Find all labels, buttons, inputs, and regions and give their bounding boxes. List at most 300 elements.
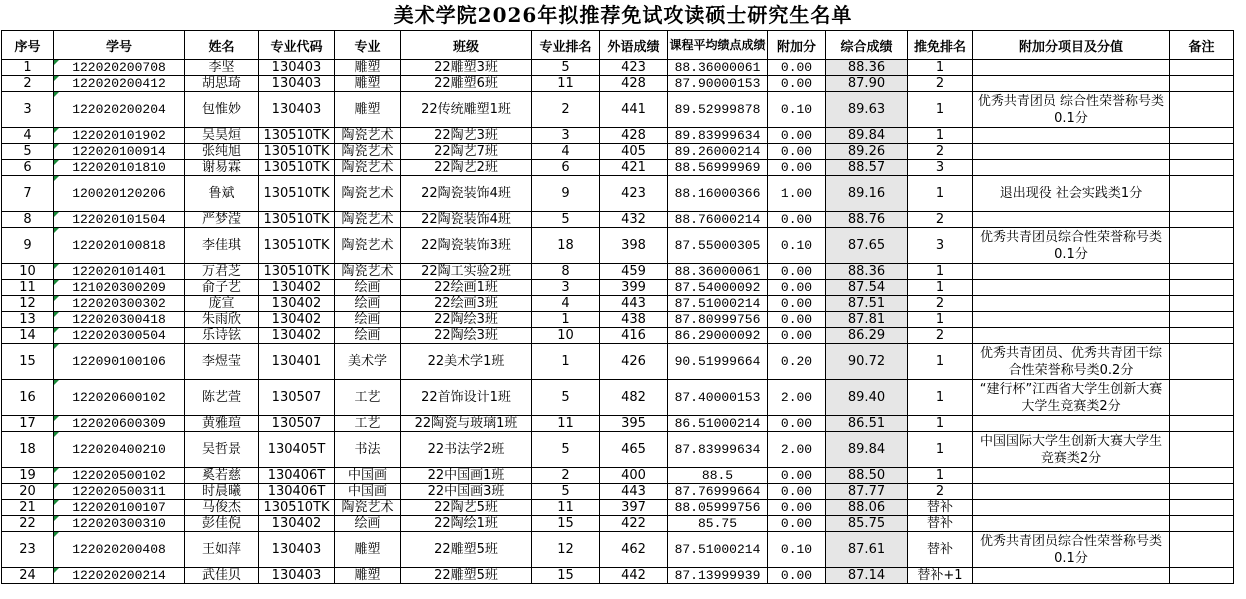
- code-cell: 130402: [259, 296, 335, 312]
- cell-flag-icon: [54, 212, 59, 217]
- foreign-cell: 443: [600, 296, 668, 312]
- name-cell: 李坚: [185, 60, 259, 76]
- major-cell: 绘画: [335, 516, 401, 532]
- bonus-cell: 0.00: [768, 516, 826, 532]
- total-cell: 89.26: [826, 144, 908, 160]
- cell-flag-icon: [54, 264, 59, 269]
- code-cell: 130510TK: [259, 176, 335, 212]
- cell-flag-icon: [54, 76, 59, 81]
- seq-cell: 8: [2, 212, 54, 228]
- bonus-cell: 0.00: [768, 296, 826, 312]
- foreign-cell: 462: [600, 532, 668, 568]
- bonus-item-cell: [973, 500, 1170, 516]
- bonus-item-cell: [973, 128, 1170, 144]
- total-cell: 88.36: [826, 60, 908, 76]
- name-cell: 万君芝: [185, 264, 259, 280]
- name-cell: 黄雅瑄: [185, 416, 259, 432]
- foreign-cell: 459: [600, 264, 668, 280]
- prank-cell: 替补+1: [908, 568, 973, 584]
- name-cell: 胡思琦: [185, 76, 259, 92]
- foreign-cell: 443: [600, 484, 668, 500]
- table-row: [2, 468, 1234, 484]
- seq-cell: 6: [2, 160, 54, 176]
- class-cell: 22中国画3班: [401, 484, 532, 500]
- code-cell: 130403: [259, 76, 335, 92]
- rank-cell: 3: [532, 128, 600, 144]
- cell-flag-icon: [54, 484, 59, 489]
- class-cell: 22陶艺5班: [401, 500, 532, 516]
- rank-cell: 3: [532, 280, 600, 296]
- rank-cell: 15: [532, 516, 600, 532]
- bonus-cell: 0.00: [768, 312, 826, 328]
- foreign-cell: 441: [600, 92, 668, 128]
- total-cell: 87.61: [826, 532, 908, 568]
- bonus-item-cell: [973, 416, 1170, 432]
- cell-flag-icon: [54, 160, 59, 165]
- cell-flag-icon: [54, 92, 59, 97]
- bonus-item-cell: 优秀共青团员、优秀共青团干综合性荣誉称号类0.2分: [973, 344, 1170, 380]
- bonus-item-cell: [973, 296, 1170, 312]
- name-cell: 严梦滢: [185, 212, 259, 228]
- table-row: [2, 516, 1234, 532]
- prank-cell: 2: [908, 484, 973, 500]
- id-cell: 120020120206: [54, 176, 185, 212]
- major-cell: 陶瓷艺术: [335, 144, 401, 160]
- foreign-cell: 422: [600, 516, 668, 532]
- note-cell: [1170, 416, 1234, 432]
- seq-cell: 12: [2, 296, 54, 312]
- seq-cell: 11: [2, 280, 54, 296]
- rank-cell: 5: [532, 212, 600, 228]
- seq-cell: 17: [2, 416, 54, 432]
- col-code: 专业代码: [259, 31, 335, 60]
- prank-cell: 1: [908, 416, 973, 432]
- code-cell: 130405T: [259, 432, 335, 468]
- total-cell: 87.14: [826, 568, 908, 584]
- prank-cell: 1: [908, 380, 973, 416]
- major-cell: 中国画: [335, 468, 401, 484]
- cell-flag-icon: [54, 280, 59, 285]
- col-foreign: 外语成绩: [600, 31, 668, 60]
- foreign-cell: 421: [600, 160, 668, 176]
- seq-cell: 19: [2, 468, 54, 484]
- foreign-cell: 405: [600, 144, 668, 160]
- foreign-cell: 395: [600, 416, 668, 432]
- major-cell: 绘画: [335, 280, 401, 296]
- bonus-item-cell: [973, 144, 1170, 160]
- bonus-item-cell: [973, 264, 1170, 280]
- note-cell: [1170, 468, 1234, 484]
- note-cell: [1170, 568, 1234, 584]
- total-cell: 89.84: [826, 432, 908, 468]
- name-cell: 俞子艺: [185, 280, 259, 296]
- bonus-item-cell: [973, 76, 1170, 92]
- code-cell: 130510TK: [259, 144, 335, 160]
- major-cell: 陶瓷艺术: [335, 228, 401, 264]
- major-cell: 书法: [335, 432, 401, 468]
- code-cell: 130402: [259, 312, 335, 328]
- gpa-cell: 87.80999756: [668, 312, 768, 328]
- gpa-cell: 87.51000214: [668, 532, 768, 568]
- cell-flag-icon: [54, 328, 59, 333]
- id-cell: 122020500311: [54, 484, 185, 500]
- foreign-cell: 432: [600, 212, 668, 228]
- bonus-cell: 2.00: [768, 432, 826, 468]
- table-row: [2, 380, 1234, 416]
- major-cell: 美术学: [335, 344, 401, 380]
- bonus-cell: 0.20: [768, 344, 826, 380]
- gpa-cell: 87.55000305: [668, 228, 768, 264]
- bonus-item-cell: [973, 212, 1170, 228]
- major-cell: 陶瓷艺术: [335, 160, 401, 176]
- bonus-item-cell: [973, 516, 1170, 532]
- bonus-item-cell: 优秀共青团员综合性荣誉称号类0.1分: [973, 228, 1170, 264]
- cell-flag-icon: [54, 312, 59, 317]
- gpa-cell: 86.29000092: [668, 328, 768, 344]
- code-cell: 130401: [259, 344, 335, 380]
- note-cell: [1170, 432, 1234, 468]
- foreign-cell: 442: [600, 568, 668, 584]
- col-id: 学号: [54, 31, 185, 60]
- major-cell: 中国画: [335, 484, 401, 500]
- note-cell: [1170, 76, 1234, 92]
- gpa-cell: 87.83999634: [668, 432, 768, 468]
- prank-cell: 2: [908, 328, 973, 344]
- name-cell: 吴哲景: [185, 432, 259, 468]
- name-cell: 武佳贝: [185, 568, 259, 584]
- bonus-cell: 0.10: [768, 532, 826, 568]
- seq-cell: 23: [2, 532, 54, 568]
- prank-cell: 1: [908, 432, 973, 468]
- note-cell: [1170, 92, 1234, 128]
- code-cell: 130402: [259, 328, 335, 344]
- cell-flag-icon: [54, 516, 59, 521]
- major-cell: 雕塑: [335, 60, 401, 76]
- class-cell: 22中国画1班: [401, 468, 532, 484]
- note-cell: [1170, 176, 1234, 212]
- gpa-cell: 85.75: [668, 516, 768, 532]
- rank-cell: 12: [532, 532, 600, 568]
- name-cell: 包惟妙: [185, 92, 259, 128]
- col-class: 班级: [401, 31, 532, 60]
- prank-cell: 替补: [908, 500, 973, 516]
- class-cell: 22绘画3班: [401, 296, 532, 312]
- total-cell: 89.63: [826, 92, 908, 128]
- gpa-cell: 87.13999939: [668, 568, 768, 584]
- total-cell: 87.90: [826, 76, 908, 92]
- code-cell: 130507: [259, 416, 335, 432]
- bonus-cell: 0.00: [768, 500, 826, 516]
- foreign-cell: 438: [600, 312, 668, 328]
- bonus-item-cell: 退出现役 社会实践类1分: [973, 176, 1170, 212]
- class-cell: 22绘画1班: [401, 280, 532, 296]
- rank-cell: 11: [532, 76, 600, 92]
- name-cell: 马俊杰: [185, 500, 259, 516]
- table-row: [2, 500, 1234, 516]
- cell-flag-icon: [54, 176, 59, 181]
- id-cell: 122020101902: [54, 128, 185, 144]
- class-cell: 22陶瓷装饰3班: [401, 228, 532, 264]
- seq-cell: 10: [2, 264, 54, 280]
- total-cell: 88.50: [826, 468, 908, 484]
- code-cell: 130510TK: [259, 128, 335, 144]
- seq-cell: 18: [2, 432, 54, 468]
- cell-flag-icon: [54, 500, 59, 505]
- rank-cell: 8: [532, 264, 600, 280]
- id-cell: 122020200214: [54, 568, 185, 584]
- code-cell: 130510TK: [259, 500, 335, 516]
- class-cell: 22书法学2班: [401, 432, 532, 468]
- total-cell: 86.51: [826, 416, 908, 432]
- id-cell: 122020300310: [54, 516, 185, 532]
- id-cell: 122020300418: [54, 312, 185, 328]
- name-cell: 陈艺萱: [185, 380, 259, 416]
- class-cell: 22陶艺7班: [401, 144, 532, 160]
- major-cell: 工艺: [335, 380, 401, 416]
- gpa-cell: 86.51000214: [668, 416, 768, 432]
- id-cell: 122020300504: [54, 328, 185, 344]
- rank-cell: 11: [532, 416, 600, 432]
- table-row: [2, 228, 1234, 264]
- gpa-cell: 87.54000092: [668, 280, 768, 296]
- rank-cell: 15: [532, 568, 600, 584]
- major-cell: 雕塑: [335, 532, 401, 568]
- major-cell: 陶瓷艺术: [335, 500, 401, 516]
- table-row: [2, 416, 1234, 432]
- name-cell: 庞宣: [185, 296, 259, 312]
- foreign-cell: 482: [600, 380, 668, 416]
- bonus-cell: 0.00: [768, 280, 826, 296]
- cell-flag-icon: [54, 568, 59, 573]
- prank-cell: 1: [908, 60, 973, 76]
- id-cell: 122020500102: [54, 468, 185, 484]
- page-title: 美术学院2026年拟推荐免试攻读硕士研究生名单: [393, 3, 853, 27]
- col-note: 备注: [1170, 31, 1234, 60]
- total-cell: 87.65: [826, 228, 908, 264]
- bonus-item-cell: [973, 280, 1170, 296]
- bonus-item-cell: [973, 484, 1170, 500]
- code-cell: 130403: [259, 532, 335, 568]
- table-row: [2, 92, 1234, 128]
- bonus-item-cell: [973, 568, 1170, 584]
- name-cell: 乐诗铉: [185, 328, 259, 344]
- cell-flag-icon: [54, 296, 59, 301]
- cell-flag-icon: [54, 468, 59, 473]
- gpa-cell: 88.56999969: [668, 160, 768, 176]
- cell-flag-icon: [54, 144, 59, 149]
- table-row: [2, 432, 1234, 468]
- class-cell: 22雕塑6班: [401, 76, 532, 92]
- bonus-item-cell: 中国国际大学生创新大赛大学生竞赛类2分: [973, 432, 1170, 468]
- seq-cell: 20: [2, 484, 54, 500]
- foreign-cell: 416: [600, 328, 668, 344]
- note-cell: [1170, 532, 1234, 568]
- table-row: [2, 484, 1234, 500]
- name-cell: 李佳琪: [185, 228, 259, 264]
- col-gpa: 课程平均绩点成绩: [668, 31, 768, 60]
- foreign-cell: 465: [600, 432, 668, 468]
- major-cell: 陶瓷艺术: [335, 128, 401, 144]
- bonus-item-cell: 优秀共青团员 综合性荣誉称号类0.1分: [973, 92, 1170, 128]
- bonus-cell: 0.00: [768, 212, 826, 228]
- name-cell: 吴昊烜: [185, 128, 259, 144]
- foreign-cell: 423: [600, 176, 668, 212]
- prank-cell: 3: [908, 160, 973, 176]
- gpa-cell: 87.90000153: [668, 76, 768, 92]
- id-cell: 122020100818: [54, 228, 185, 264]
- code-cell: 130406T: [259, 484, 335, 500]
- name-cell: 张纯旭: [185, 144, 259, 160]
- name-cell: 李煜莹: [185, 344, 259, 380]
- col-seq: 序号: [2, 31, 54, 60]
- foreign-cell: 398: [600, 228, 668, 264]
- gpa-cell: 88.76000214: [668, 212, 768, 228]
- total-cell: 87.81: [826, 312, 908, 328]
- note-cell: [1170, 484, 1234, 500]
- gpa-cell: 89.52999878: [668, 92, 768, 128]
- major-cell: 陶瓷艺术: [335, 264, 401, 280]
- seq-cell: 4: [2, 128, 54, 144]
- name-cell: 朱雨欣: [185, 312, 259, 328]
- major-cell: 雕塑: [335, 92, 401, 128]
- name-cell: 谢易霖: [185, 160, 259, 176]
- class-cell: 22陶瓷装饰4班: [401, 176, 532, 212]
- prank-cell: 1: [908, 312, 973, 328]
- major-cell: 雕塑: [335, 568, 401, 584]
- col-bonus-item: 附加分项目及分值: [973, 31, 1170, 60]
- id-cell: 122020400210: [54, 432, 185, 468]
- total-cell: 86.29: [826, 328, 908, 344]
- code-cell: 130406T: [259, 468, 335, 484]
- bonus-cell: 0.00: [768, 60, 826, 76]
- cell-flag-icon: [54, 380, 59, 385]
- code-cell: 130403: [259, 568, 335, 584]
- class-cell: 22美术学1班: [401, 344, 532, 380]
- cell-flag-icon: [54, 128, 59, 133]
- id-cell: 122020101401: [54, 264, 185, 280]
- col-name: 姓名: [185, 31, 259, 60]
- id-cell: 122020600309: [54, 416, 185, 432]
- bonus-item-cell: [973, 312, 1170, 328]
- prank-cell: 2: [908, 296, 973, 312]
- major-cell: 绘画: [335, 312, 401, 328]
- class-cell: 22雕塑5班: [401, 568, 532, 584]
- seq-cell: 2: [2, 76, 54, 92]
- major-cell: 雕塑: [335, 76, 401, 92]
- id-cell: 122020300302: [54, 296, 185, 312]
- gpa-cell: 87.76999664: [668, 484, 768, 500]
- prank-cell: 2: [908, 144, 973, 160]
- table-row: [2, 532, 1234, 568]
- major-cell: 绘画: [335, 328, 401, 344]
- note-cell: [1170, 60, 1234, 76]
- prank-cell: 2: [908, 212, 973, 228]
- rank-cell: 11: [532, 500, 600, 516]
- foreign-cell: 428: [600, 128, 668, 144]
- class-cell: 22陶绘1班: [401, 516, 532, 532]
- prank-cell: 替补: [908, 532, 973, 568]
- total-cell: 85.75: [826, 516, 908, 532]
- id-cell: 122020600102: [54, 380, 185, 416]
- gpa-cell: 88.36000061: [668, 264, 768, 280]
- id-cell: 122020100914: [54, 144, 185, 160]
- id-cell: 122020101504: [54, 212, 185, 228]
- note-cell: [1170, 144, 1234, 160]
- bonus-cell: 0.10: [768, 92, 826, 128]
- candidate-table: [1, 30, 1234, 584]
- gpa-cell: 89.26000214: [668, 144, 768, 160]
- rank-cell: 9: [532, 176, 600, 212]
- foreign-cell: 423: [600, 60, 668, 76]
- foreign-cell: 428: [600, 76, 668, 92]
- rank-cell: 5: [532, 432, 600, 468]
- total-cell: 88.57: [826, 160, 908, 176]
- seq-cell: 5: [2, 144, 54, 160]
- name-cell: 奚若慈: [185, 468, 259, 484]
- cell-flag-icon: [54, 344, 59, 349]
- bonus-item-cell: 优秀共青团员综合性荣誉称号类0.1分: [973, 532, 1170, 568]
- rank-cell: 4: [532, 296, 600, 312]
- gpa-cell: 88.36000061: [668, 60, 768, 76]
- name-cell: 鲁斌: [185, 176, 259, 212]
- seq-cell: 9: [2, 228, 54, 264]
- rank-cell: 1: [532, 344, 600, 380]
- table-row: [2, 128, 1234, 144]
- rank-cell: 18: [532, 228, 600, 264]
- col-bonus: 附加分: [768, 31, 826, 60]
- table-row: [2, 344, 1234, 380]
- class-cell: 22陶瓷装饰4班: [401, 212, 532, 228]
- note-cell: [1170, 296, 1234, 312]
- rank-cell: 1: [532, 312, 600, 328]
- note-cell: [1170, 264, 1234, 280]
- prank-cell: 1: [908, 92, 973, 128]
- bonus-cell: 0.00: [768, 76, 826, 92]
- table-row: [2, 568, 1234, 584]
- note-cell: [1170, 312, 1234, 328]
- total-cell: 87.54: [826, 280, 908, 296]
- major-cell: 工艺: [335, 416, 401, 432]
- code-cell: 130403: [259, 92, 335, 128]
- bonus-cell: 0.00: [768, 484, 826, 500]
- cell-flag-icon: [54, 432, 59, 437]
- col-prank: 推免排名: [908, 31, 973, 60]
- gpa-cell: 90.51999664: [668, 344, 768, 380]
- major-cell: 绘画: [335, 296, 401, 312]
- table-row: [2, 176, 1234, 212]
- bonus-cell: 0.00: [768, 264, 826, 280]
- prank-cell: 1: [908, 344, 973, 380]
- bonus-cell: 0.00: [768, 468, 826, 484]
- bonus-cell: 0.00: [768, 416, 826, 432]
- class-cell: 22雕塑3班: [401, 60, 532, 76]
- code-cell: 130507: [259, 380, 335, 416]
- gpa-cell: 89.83999634: [668, 128, 768, 144]
- seq-cell: 24: [2, 568, 54, 584]
- cell-flag-icon: [54, 228, 59, 233]
- code-cell: 130402: [259, 280, 335, 296]
- rank-cell: 2: [532, 468, 600, 484]
- col-rank: 专业排名: [532, 31, 600, 60]
- class-cell: 22陶绘3班: [401, 328, 532, 344]
- code-cell: 130510TK: [259, 160, 335, 176]
- table-row: [2, 264, 1234, 280]
- class-cell: 22传统雕塑1班: [401, 92, 532, 128]
- rank-cell: 6: [532, 160, 600, 176]
- total-cell: 87.77: [826, 484, 908, 500]
- seq-cell: 21: [2, 500, 54, 516]
- note-cell: [1170, 516, 1234, 532]
